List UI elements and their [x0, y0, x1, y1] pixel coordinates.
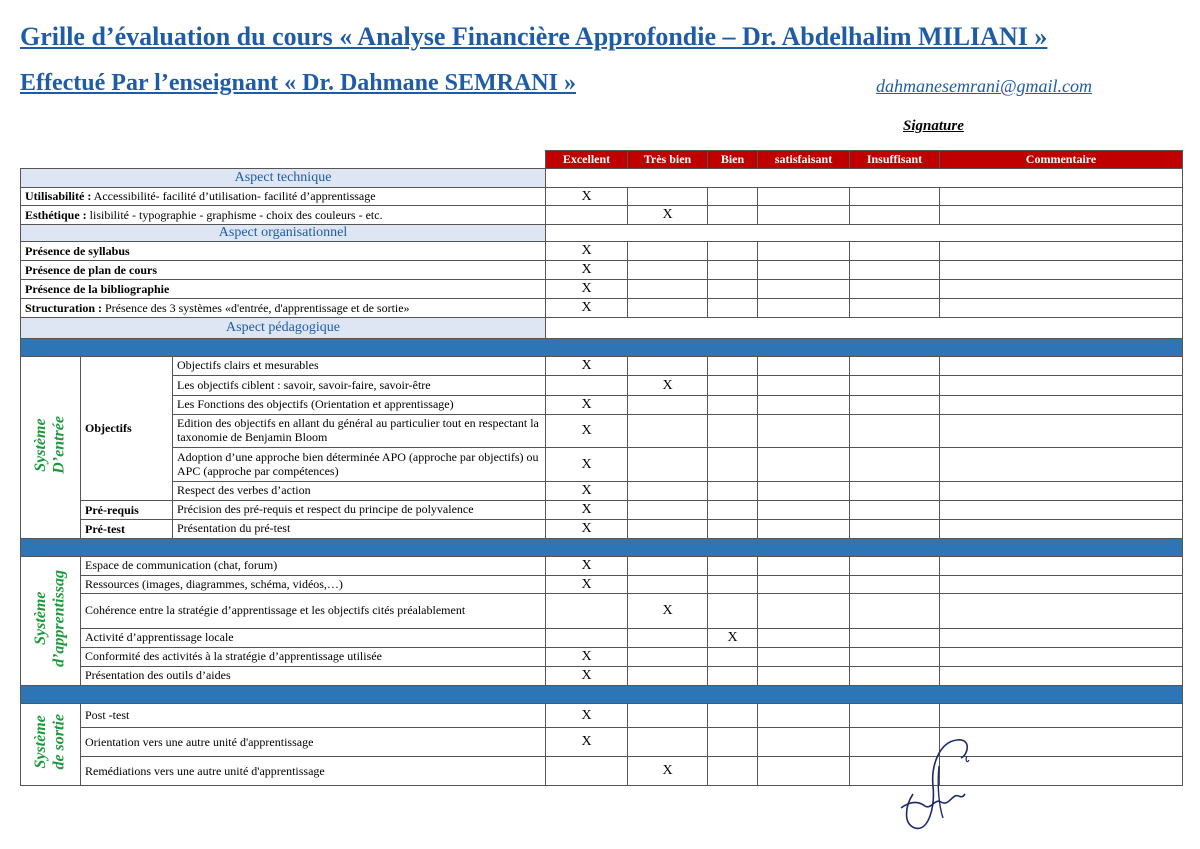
rating-cell[interactable]: [708, 376, 758, 396]
rating-cell[interactable]: [758, 280, 850, 299]
check-mark: X: [581, 188, 592, 204]
rating-cell[interactable]: [850, 206, 940, 225]
system-label-line2: d’apprentissag: [50, 570, 68, 667]
criterion-cell: [21, 299, 546, 318]
criterion-row: [21, 704, 1183, 728]
system-label-line1: Système: [32, 418, 50, 472]
rating-cell[interactable]: [850, 188, 940, 206]
section-title: Aspect technique: [21, 169, 546, 188]
comment-cell[interactable]: [940, 396, 1183, 415]
check-mark: X: [581, 281, 592, 296]
prerequis-label: Pré-requis: [81, 501, 173, 520]
pretest-label: Pré-test: [81, 520, 173, 539]
rating-cell[interactable]: [546, 629, 628, 648]
rating-cell[interactable]: [628, 520, 708, 539]
col-tres-bien: Très bien: [628, 151, 708, 169]
comment-cell[interactable]: [940, 261, 1183, 280]
rating-cell[interactable]: [850, 557, 940, 576]
check-mark: X: [581, 358, 592, 373]
rating-cell[interactable]: [628, 704, 708, 728]
criterion-text: Activité d’apprentissage locale: [81, 629, 546, 648]
rating-cell[interactable]: [708, 357, 758, 376]
criterion-detail: Accessibilité- facilité d’utilisation- facilité d’apprentissage: [91, 189, 376, 203]
rating-cell[interactable]: [546, 415, 628, 448]
section-blank: [546, 318, 1183, 339]
rating-cell[interactable]: [708, 520, 758, 539]
criterion-text: Précision des pré-requis et respect du principe de polyvalence: [173, 501, 546, 520]
rating-cell[interactable]: [708, 728, 758, 757]
criterion-row: [21, 188, 1183, 206]
rating-cell[interactable]: [850, 667, 940, 686]
rating-cell[interactable]: [708, 188, 758, 206]
rating-cell[interactable]: [628, 280, 708, 299]
criterion-row: [21, 396, 1183, 415]
check-mark: X: [581, 734, 592, 749]
rating-cell[interactable]: [758, 396, 850, 415]
check-mark: X: [581, 707, 592, 723]
rating-cell[interactable]: [708, 501, 758, 520]
divider-band: [21, 339, 1183, 357]
rating-cell[interactable]: [708, 206, 758, 225]
criterion-text: Cohérence entre la stratégie d’apprentissage et les objectifs cités préalablement: [81, 594, 546, 629]
criterion-text: Adoption d’une approche bien déterminée APO (approche par objectifs) ou APC (approche par compétences): [173, 448, 546, 482]
divider-band: [21, 686, 1183, 704]
rating-cell[interactable]: [758, 482, 850, 501]
rating-cell[interactable]: [628, 629, 708, 648]
rating-cell[interactable]: [850, 594, 940, 629]
comment-cell[interactable]: [940, 520, 1183, 539]
rating-cell[interactable]: [708, 557, 758, 576]
rating-cell[interactable]: [850, 448, 940, 482]
rating-cell[interactable]: [628, 188, 708, 206]
rating-cell[interactable]: [850, 648, 940, 667]
comment-cell[interactable]: [940, 482, 1183, 501]
comment-cell[interactable]: [940, 648, 1183, 667]
criterion-text: Remédiations vers une autre unité d'apprentissage: [81, 757, 546, 786]
rating-cell[interactable]: [758, 728, 850, 757]
rating-cell[interactable]: [628, 206, 708, 225]
col-bien: Bien: [708, 151, 758, 169]
band-cell: [21, 539, 1183, 557]
criterion-label: Utilisabilité :: [25, 189, 92, 203]
rating-cell[interactable]: [758, 667, 850, 686]
rating-cell[interactable]: [758, 629, 850, 648]
comment-cell[interactable]: [940, 376, 1183, 396]
rating-cell[interactable]: [546, 501, 628, 520]
criterion-text: Post -test: [81, 704, 546, 728]
system-label: [21, 557, 81, 686]
rating-cell[interactable]: [758, 242, 850, 261]
system-label-line1: Système: [32, 715, 50, 769]
criterion-label: Présence de plan de cours: [25, 262, 157, 277]
rating-cell[interactable]: [850, 415, 940, 448]
rating-cell[interactable]: [850, 482, 940, 501]
criterion-row: [21, 728, 1183, 757]
rating-cell[interactable]: [850, 261, 940, 280]
section-title: Aspect pédagogique: [21, 318, 546, 339]
check-mark: X: [581, 397, 592, 412]
rating-cell[interactable]: [758, 576, 850, 594]
comment-cell[interactable]: [940, 667, 1183, 686]
rating-cell[interactable]: [850, 280, 940, 299]
criterion-detail: Présence des 3 systèmes «d'entrée, d'apprentissage et de sortie»: [102, 300, 410, 315]
criterion-text: Ressources (images, diagrammes, schéma, vidéos,…): [81, 576, 546, 594]
col-commentaire: Commentaire: [940, 151, 1183, 169]
comment-cell[interactable]: [940, 704, 1183, 728]
rating-cell[interactable]: [758, 261, 850, 280]
rating-cell[interactable]: [628, 299, 708, 318]
criterion-row: [21, 594, 1183, 629]
system-label-line2: D’entrée: [50, 416, 68, 474]
rating-cell[interactable]: [546, 520, 628, 539]
rating-cell[interactable]: [628, 576, 708, 594]
check-mark: X: [581, 483, 592, 498]
criterion-cell: [21, 188, 546, 206]
criterion-row: [21, 576, 1183, 594]
system-label-text: [32, 570, 69, 667]
check-mark: X: [581, 576, 592, 592]
system-label: [21, 704, 81, 786]
system-label-text: [32, 714, 69, 770]
rating-cell[interactable]: [708, 396, 758, 415]
check-mark: X: [662, 377, 673, 393]
evaluation-grid: [20, 150, 1183, 786]
rating-cell[interactable]: [708, 448, 758, 482]
criterion-row: [21, 261, 1183, 280]
criterion-text: Respect des verbes d’action: [173, 482, 546, 501]
check-mark: X: [581, 243, 592, 258]
divider-band: [21, 539, 1183, 557]
criterion-detail: lisibilité - typographie - graphisme - choix des couleurs - etc.: [86, 207, 383, 222]
rating-cell[interactable]: [628, 501, 708, 520]
criterion-cell: [21, 261, 546, 280]
rating-cell[interactable]: [850, 520, 940, 539]
check-mark: X: [727, 630, 738, 645]
system-label-line2: de sortie: [50, 714, 68, 770]
signature-label: Signature: [903, 118, 964, 134]
check-mark: X: [581, 521, 592, 536]
rating-cell[interactable]: [708, 594, 758, 629]
rating-cell[interactable]: [708, 704, 758, 728]
check-mark: X: [662, 763, 673, 778]
rating-cell[interactable]: [628, 648, 708, 667]
check-mark: X: [581, 649, 592, 664]
objectifs-label: Objectifs: [81, 357, 173, 501]
comment-cell[interactable]: [940, 188, 1183, 206]
criterion-row: [21, 376, 1183, 396]
section-row: [21, 169, 1183, 188]
section-row: [21, 225, 1183, 242]
rating-cell[interactable]: [546, 667, 628, 686]
section-blank: [546, 225, 1183, 242]
rating-cell[interactable]: [628, 667, 708, 686]
handwritten-signature: [895, 736, 985, 836]
rating-cell[interactable]: [628, 557, 708, 576]
check-mark: X: [581, 262, 592, 277]
rating-cell[interactable]: [758, 501, 850, 520]
rating-cell[interactable]: [758, 757, 850, 786]
criterion-text: Présentation des outils d’aides: [81, 667, 546, 686]
rating-cell[interactable]: [758, 520, 850, 539]
rating-cell[interactable]: [758, 415, 850, 448]
comment-cell[interactable]: [940, 415, 1183, 448]
rating-cell[interactable]: [546, 242, 628, 261]
check-mark: X: [581, 300, 592, 315]
rating-cell[interactable]: [546, 280, 628, 299]
rating-cell[interactable]: [758, 188, 850, 206]
rating-cell[interactable]: [850, 501, 940, 520]
criterion-row: [21, 415, 1183, 448]
rating-cell[interactable]: [708, 667, 758, 686]
check-mark: X: [581, 668, 592, 683]
rating-cell[interactable]: [628, 728, 708, 757]
header-row: [21, 151, 1183, 169]
check-mark: X: [581, 423, 592, 438]
rating-cell[interactable]: [546, 594, 628, 629]
rating-cell[interactable]: [628, 357, 708, 376]
comment-cell[interactable]: [940, 299, 1183, 318]
criterion-row: [21, 520, 1183, 539]
rating-cell[interactable]: [546, 576, 628, 594]
rating-cell[interactable]: [628, 242, 708, 261]
rating-cell[interactable]: [546, 376, 628, 396]
criterion-row: [21, 357, 1183, 376]
criterion-text: Les Fonctions des objectifs (Orientation et apprentissage): [173, 396, 546, 415]
comment-cell[interactable]: [940, 501, 1183, 520]
criterion-label: Esthétique :: [25, 207, 87, 222]
comment-cell[interactable]: [940, 206, 1183, 225]
criterion-row: [21, 501, 1183, 520]
rating-cell[interactable]: [628, 396, 708, 415]
rating-cell[interactable]: [546, 648, 628, 667]
criterion-text: Les objectifs ciblent : savoir, savoir-faire, savoir-être: [173, 376, 546, 396]
rating-cell[interactable]: [546, 188, 628, 206]
rating-cell[interactable]: [758, 557, 850, 576]
rating-cell[interactable]: [758, 357, 850, 376]
band-cell: [21, 339, 1183, 357]
check-mark: X: [662, 603, 673, 618]
rating-cell[interactable]: [546, 206, 628, 225]
system-label-text: [32, 416, 69, 474]
check-mark: X: [581, 456, 592, 472]
system-label-line1: Système: [32, 591, 50, 646]
rating-cell[interactable]: [758, 648, 850, 667]
col-satisfaisant: satisfaisant: [758, 151, 850, 169]
rating-cell[interactable]: [628, 261, 708, 280]
rating-cell[interactable]: [850, 396, 940, 415]
rating-cell[interactable]: [758, 448, 850, 482]
rating-cell[interactable]: [708, 242, 758, 261]
rating-cell[interactable]: [758, 594, 850, 629]
system-label: [21, 357, 81, 539]
rating-cell[interactable]: [708, 415, 758, 448]
criterion-text: Edition des objectifs en allant du général au particulier tout en respectant la taxonomie de Benjamin Bloom: [173, 415, 546, 448]
rating-cell[interactable]: [546, 757, 628, 786]
criterion-row: [21, 242, 1183, 261]
criterion-row: [21, 206, 1183, 225]
comment-cell[interactable]: [940, 448, 1183, 482]
col-insuffisant: Insuffisant: [850, 151, 940, 169]
criterion-row: [21, 448, 1183, 482]
criterion-cell: [21, 280, 546, 299]
rating-cell[interactable]: [758, 376, 850, 396]
criterion-row: [21, 648, 1183, 667]
criterion-text: Présentation du pré-test: [173, 520, 546, 539]
email-link[interactable]: dahmanesemrani@gmail.com: [876, 76, 1093, 96]
rating-cell[interactable]: [850, 376, 940, 396]
rating-cell[interactable]: [708, 261, 758, 280]
rating-cell[interactable]: [850, 299, 940, 318]
rating-cell[interactable]: [708, 280, 758, 299]
criterion-text: Orientation vers une autre unité d'apprentissage: [81, 728, 546, 757]
header-blank: [21, 151, 546, 169]
criterion-cell: [21, 242, 546, 261]
rating-cell[interactable]: [628, 376, 708, 396]
band-cell: [21, 686, 1183, 704]
criterion-text: Espace de communication (chat, forum): [81, 557, 546, 576]
comment-cell[interactable]: [940, 629, 1183, 648]
rating-cell[interactable]: [708, 629, 758, 648]
rating-cell[interactable]: [628, 448, 708, 482]
rating-cell[interactable]: [628, 757, 708, 786]
evaluator-line: Effectué Par l’enseignant « Dr. Dahmane SEMRANI »: [20, 70, 576, 96]
rating-cell[interactable]: [628, 594, 708, 629]
criterion-label: Présence de la bibliographie: [25, 281, 170, 296]
rating-cell[interactable]: [546, 357, 628, 376]
criterion-row: [21, 482, 1183, 501]
rating-cell[interactable]: [546, 299, 628, 318]
col-excellent: Excellent: [546, 151, 628, 169]
rating-cell[interactable]: [546, 448, 628, 482]
rating-cell[interactable]: [850, 629, 940, 648]
criterion-row: [21, 557, 1183, 576]
rating-cell[interactable]: [546, 482, 628, 501]
rating-cell[interactable]: [850, 704, 940, 728]
rating-cell[interactable]: [850, 242, 940, 261]
rating-cell[interactable]: [708, 482, 758, 501]
rating-cell[interactable]: [546, 261, 628, 280]
criterion-row: [21, 757, 1183, 786]
rating-cell[interactable]: [758, 704, 850, 728]
criterion-row: [21, 299, 1183, 318]
comment-cell[interactable]: [940, 557, 1183, 576]
criterion-text: Conformité des activités à la stratégie d’apprentissage utilisée: [81, 648, 546, 667]
criterion-cell: [21, 206, 546, 225]
check-mark: X: [662, 207, 673, 222]
rating-cell[interactable]: [850, 576, 940, 594]
section-row: [21, 318, 1183, 339]
comment-cell[interactable]: [940, 576, 1183, 594]
criterion-row: [21, 667, 1183, 686]
rating-cell[interactable]: [546, 396, 628, 415]
rating-cell[interactable]: [850, 357, 940, 376]
section-title: Aspect organisationnel: [21, 225, 546, 242]
rating-cell[interactable]: [546, 728, 628, 757]
rating-cell[interactable]: [708, 648, 758, 667]
criterion-row: [21, 629, 1183, 648]
criterion-row: [21, 280, 1183, 299]
rating-cell[interactable]: [758, 206, 850, 225]
document-title: Grille d’évaluation du cours « Analyse Financière Approfondie – Dr. Abdelhalim MILIANI »: [20, 22, 1048, 51]
check-mark: X: [581, 502, 592, 517]
check-mark: X: [581, 558, 592, 573]
section-blank: [546, 169, 1183, 188]
criterion-label: Structuration :: [25, 300, 102, 315]
rating-cell[interactable]: [546, 704, 628, 728]
comment-cell[interactable]: [940, 357, 1183, 376]
comment-cell[interactable]: [940, 242, 1183, 261]
criterion-text: Objectifs clairs et mesurables: [173, 357, 546, 376]
rating-cell[interactable]: [758, 299, 850, 318]
comment-cell[interactable]: [940, 594, 1183, 629]
criterion-label: Présence de syllabus: [25, 243, 130, 258]
rating-cell[interactable]: [708, 757, 758, 786]
rating-cell[interactable]: [628, 415, 708, 448]
rating-cell[interactable]: [708, 299, 758, 318]
rating-cell[interactable]: [708, 576, 758, 594]
comment-cell[interactable]: [940, 280, 1183, 299]
rating-cell[interactable]: [628, 482, 708, 501]
rating-cell[interactable]: [546, 557, 628, 576]
